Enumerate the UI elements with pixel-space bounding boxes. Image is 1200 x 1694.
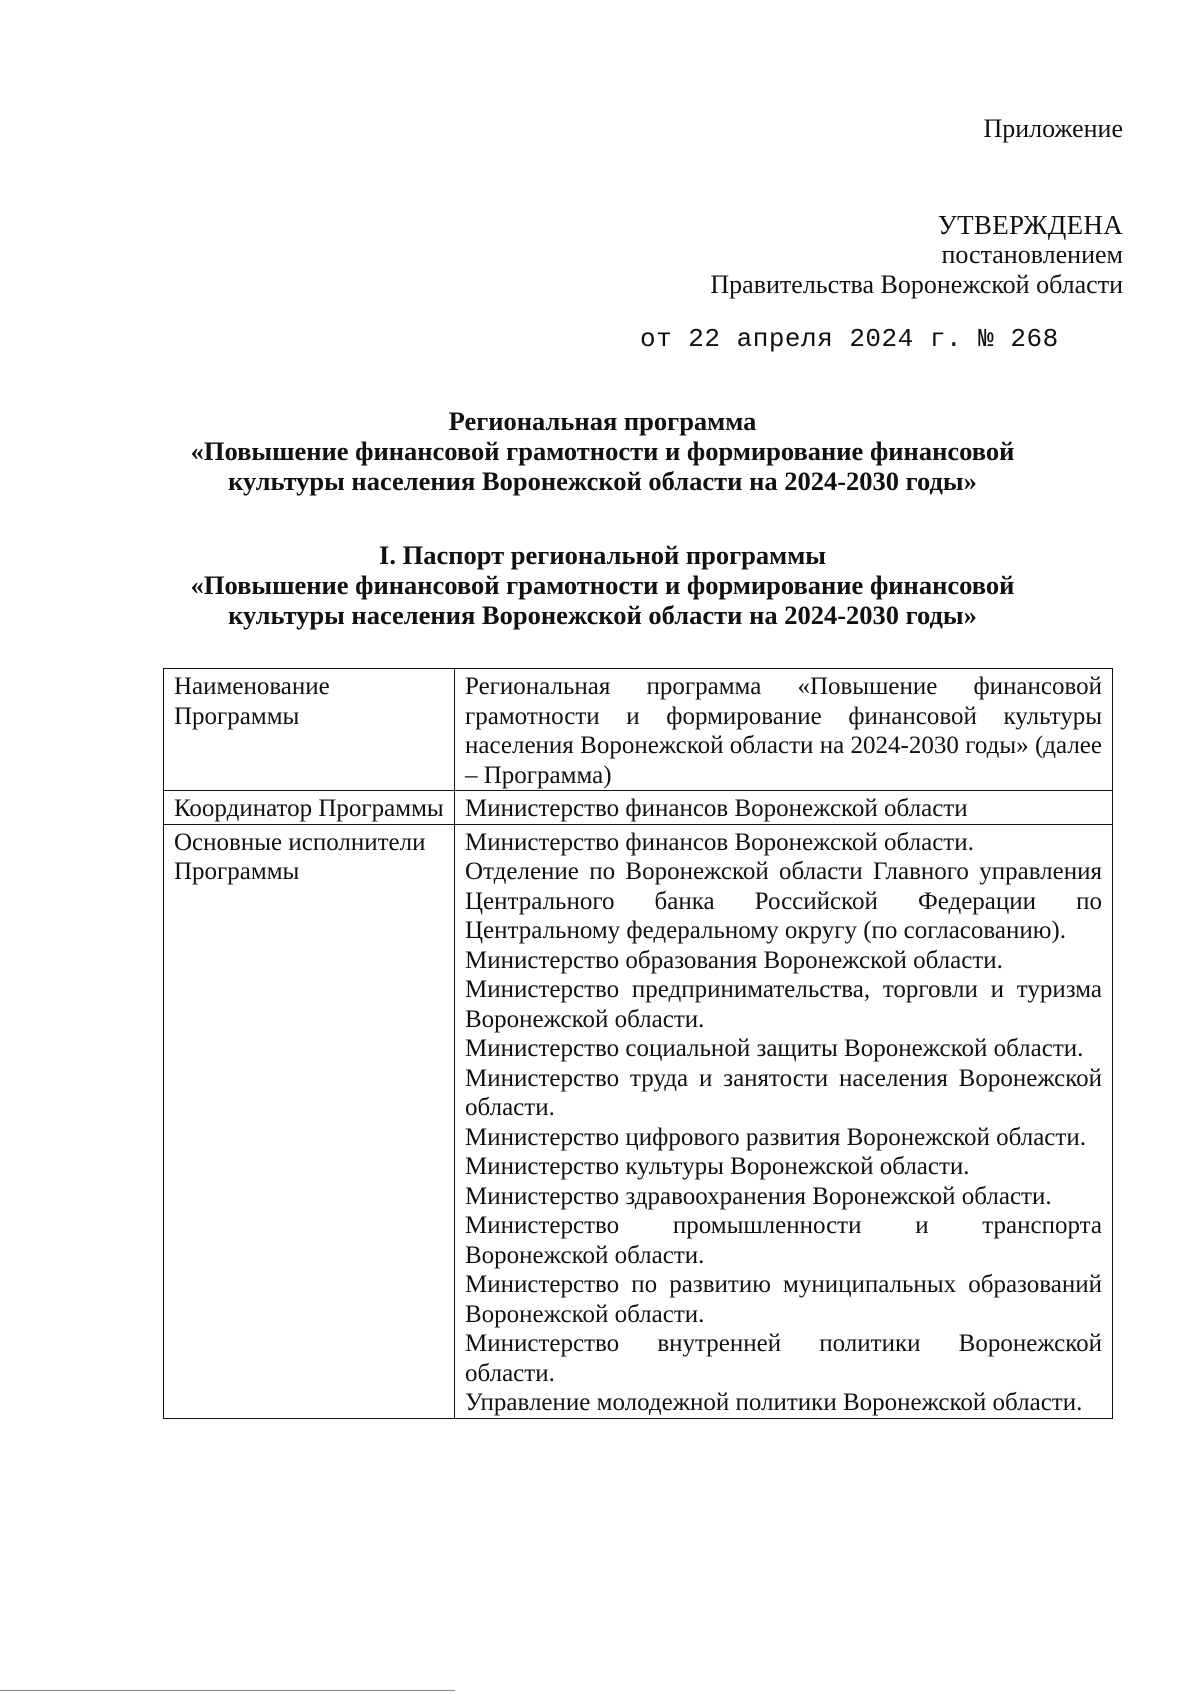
section-heading — [120, 540, 1085, 630]
row-label: Наименование Программы — [164, 669, 455, 791]
row-value-line: Региональная программа «Повышение финансовой грамотности и формирование финансовой культуры населения Воронежской области на 2024-2030 годы» (далее – Программа) — [465, 673, 1102, 789]
row-value — [455, 791, 1113, 825]
executor-item: Министерство предпринимательства, торговли и туризма Воронежской области. — [465, 976, 1102, 1033]
program-title-line-3: культуры населения Воронежской области на 2024-2030 годы» — [228, 466, 977, 496]
approval-block — [710, 210, 1123, 300]
table-row — [164, 791, 1113, 825]
executor-item: Министерство труда и занятости населения Воронежской области. — [465, 1064, 1102, 1121]
approval-authority: Правительства Воронежской области — [710, 270, 1123, 299]
approval-heading: УТВЕРЖДЕНА — [937, 210, 1123, 240]
row-value — [455, 669, 1113, 791]
table-row — [164, 824, 1113, 1418]
row-value — [455, 824, 1113, 1418]
section-heading-line-3: культуры населения Воронежской области на 2024-2030 годы» — [228, 600, 977, 630]
executor-item: Министерство социальной защиты Воронежской области. — [465, 1035, 1084, 1062]
section-heading-line-2: «Повышение финансовой грамотности и формирование финансовой — [190, 570, 1015, 600]
executor-item: Министерство внутренней политики Воронежской области. — [465, 1330, 1102, 1387]
approval-by: постановлением — [941, 240, 1123, 269]
executor-item: Министерство культуры Воронежской области. — [465, 1153, 970, 1180]
executor-item: Министерство по развитию муниципальных образований Воронежской области. — [465, 1271, 1102, 1328]
executor-item: Отделение по Воронежской области Главного управления Центрального банка Российской Федерации по Центральному федеральному округу (по согласованию). — [465, 858, 1102, 944]
resolution-date-number: от 22 апреля 2024 г. № 268 — [640, 324, 1059, 354]
executor-item: Министерство цифрового развития Воронежской области. — [465, 1123, 1086, 1151]
executor-item: Министерство промышленности и транспорта Воронежской области. — [465, 1212, 1102, 1269]
executor-item: Министерство здравоохранения Воронежской области. — [465, 1182, 1052, 1210]
program-title — [120, 406, 1085, 496]
program-title-line-1: Региональная программа — [448, 406, 757, 436]
bottom-divider — [0, 1690, 455, 1692]
row-label: Координатор Программы — [164, 791, 455, 825]
row-label: Основные исполнители Программы — [164, 824, 455, 1418]
table-row — [164, 669, 1113, 791]
program-title-line-2: «Повышение финансовой грамотности и формирование финансовой — [190, 436, 1015, 466]
program-passport-table — [163, 668, 1113, 1419]
section-heading-line-1: I. Паспорт региональной программы — [379, 540, 826, 570]
executor-item: Управление молодежной политики Воронежской области. — [465, 1389, 1083, 1416]
executor-item: Министерство финансов Воронежской области. — [465, 828, 974, 856]
row-value-line: Министерство финансов Воронежской области — [465, 795, 968, 822]
appendix-label: Приложение — [983, 114, 1123, 143]
executor-item: Министерство образования Воронежской области. — [465, 946, 1003, 974]
